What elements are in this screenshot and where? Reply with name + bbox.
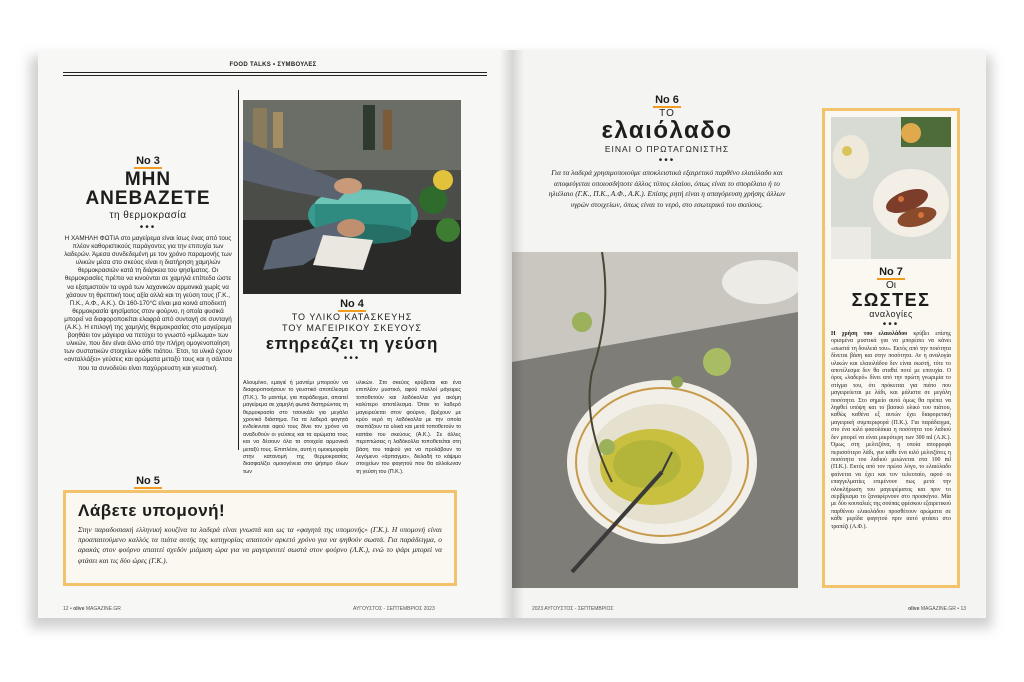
left-page — [38, 50, 512, 618]
right-page — [512, 50, 986, 618]
tip7-dots: ••• — [882, 319, 900, 330]
right-footer-date: 2023 ΑΥΓΟΥΣΤΟΣ - ΣΕΠΤΕΜΒΡΙΟΣ — [532, 606, 614, 612]
right-footer: olive MAGAZINE.GR • 13 — [908, 606, 966, 612]
tip5-box — [63, 490, 457, 586]
tip4-col1: Αλουμίνιο, εμαγιέ ή μαντέμι μπορούν να διαφοροποιήσουν το γευστικό αποτέλεσμα (Π.Κ.). Το μαντέμι, για παράδειγμα, απαιτεί μαγείρεμα σε χαμηλή φωτιά διατηρώντας τη θερμοκρασία στο τσουκάλι για μεγάλο χρονικό διάστημα. Για τα λαδερά φαγητά ενδείκνυται αφού τους δίνει τον χρόνο να αναδυθούν οι γεύσεις και τα αρώματα τους και να δέσουν όλα τα στοιχεία αρμονικά μεταξύ τους. Επιπλέον, αυτή η ομοιομορφία στην κατανομή της θερμοκρασίας διασφαλίζει ομοιογένεια στο ψήσιμο όλων των — [243, 380, 348, 475]
section-header: FOOD TALKS • ΣΥΜΒΟΥΛΕΣ — [229, 62, 317, 68]
tip6-title-big: ελαιόλαδο — [601, 117, 733, 144]
tip3-title-line1: ΜΗΝ — [124, 169, 172, 190]
top-rule-2 — [63, 75, 487, 76]
tip7-number: No 7 — [879, 266, 903, 278]
tip6-text: Για τα λαδερά χρησιμοποιούμε αποκλειστικά εξαιρετικό παρθένο ελαιόλαδο και αποφεύγεται οποιοσδήποτε άλλος τύπος ελαίου, όπως είναι το σπορέλαιο ή το ηλιέλαιο (Γ.Κ., Π.Κ., Α.Φ., Α.Κ.). Επίσης ρητή είναι η απαγόρευση χρήσης άλλων υγρών στοιχείων, όπως είναι το νερό, στο εσωτερικό του σκεύους. — [548, 168, 786, 209]
tip6-title-small: ΤΟ — [659, 108, 675, 119]
tip4-number: No 4 — [340, 298, 364, 310]
stuffed-eggplant-illustration — [831, 117, 951, 259]
tip3-block — [63, 155, 233, 373]
tip7-subtitle: αναλογίες — [869, 309, 913, 319]
left-footer: 12 • olive MAGAZINE.GR — [63, 606, 121, 612]
top-rule — [63, 72, 487, 73]
tip6-dots: ••• — [658, 155, 676, 166]
tip5-text: Στην παραδοσιακή ελληνική κουζίνα τα λαδερά είναι γνωστά και ως τα «φαγητά της υπομονής» (Γ.Κ.). Η υπομονή είναι προαπαιτούμενο καλλός τα πιάτα αυτής της κατηγορίας απαιτούν αρκετό χρόνο για να ψηθούν σωστά. Για παράδειγμα, ο αρακάς στον φούρνο απαιτεί σχεδόν μιάμιση ώρα για να μαγειρευτεί σωστά στον φούρνο (Λ.Κ.), ενώ το ψάρι μπορεί να φτάσει και τις δύο ώρες (Γ.Κ.). — [78, 525, 442, 565]
right-page-number: 13 — [960, 606, 966, 612]
left-footer-date: ΑΥΓΟΥΣΤΟΣ - ΣΕΠΤΕΜΒΡΙΟΣ 2023 — [353, 606, 435, 612]
spine-gutter — [500, 50, 524, 618]
tip6-block — [532, 94, 802, 210]
right-mag: MAGAZINE.GR — [920, 606, 956, 612]
tip7-title-small: Οι — [886, 280, 896, 291]
column-divider — [238, 90, 239, 450]
tip4-subtitle: επηρεάζει τη γεύση — [265, 334, 439, 353]
tip3-title-line2: ΑΝΕΒΑΖΕΤΕ — [85, 188, 211, 209]
tip7-body — [825, 331, 957, 531]
left-brand: olive — [73, 606, 85, 612]
tip7-lead: Η χρήση του ελαιολάδου — [831, 331, 908, 337]
tip3-number: No 3 — [136, 155, 160, 167]
tip4-title-line1: ΤΟ ΥΛΙΚΟ ΚΑΤΑΣΚΕΥΗΣ — [291, 312, 413, 322]
tip5-number: No 5 — [136, 475, 160, 487]
kitchen-pot-illustration — [243, 100, 461, 294]
olive-oil-plate-photo — [512, 252, 798, 588]
tip7-title-big: ΣΩΣΤΕΣ — [851, 290, 931, 310]
tip7-box — [822, 108, 960, 588]
tip3-subtitle: τη θερμοκρασία — [109, 210, 187, 221]
tip7-text: κρύβει επίσης ορισμένα μυστικά για να μπορέσει να κάνει «σωστά τη δουλειά του». Εκτός από την ποιότητα δίνεται βάση και στην ποσότητα. Αν η αναλογία υλικών και ελαιολάδου δεν είναι σωστή, τότε το αποτέλεσμα δεν θα σταθεί ποτέ με επιτυχία. Ο όρος «λαδερό» δίνει από την πρώτη γνωριμία το στίγμα του, ότι πρόκειται για πιάτο που μαγειρεύεται με λάδι, και μάλιστα σε μεγάλη ποσότητα. Στο σημείο αυτό όμως θα πρέπει να ληφθεί υπόψη και το βασικό υλικό του πιάτου, καθώς καθένα εξ αυτών έχει διαφορετική μαγειρική συμπεριφορά (Π.Κ.). Για παράδειγμα, στο ένα κιλό φασολάκια η ποσότητα του λαδιού δεν μπορεί να είναι μικρότερη των 300 ml (Α.Κ.). Όμως στη μελιτζάνα, η οποία απορροφά περισσότερο λάδι, για κάθε ένα κιλό μελιτζάνες η ποσότητα του λαδιού μειώνεται στα 100 ml (Π.Κ.). Εκτός από τον πρώτο λόγο, το ελαιόλαδο φαίνεται να έχει και τον τελευταίο, αφού οι επαγγελματίες επιμένουν πως μετά την ολοκλήρωση του μαγειρέματος και πριν το σερβίρισμα το ξαναφέρνουν στο προσκήνιο. Μία με δύο κουταλιές της σούπας φρέσκου εξαιρετικού παρθένου ελαιολάδου προσθέτουν αρώματα σε κάθε μερίδα φαγητού πριν αυτό φτάσει στο τραπέζι (Α.Φ.). — [831, 331, 951, 530]
tip4-block — [243, 298, 461, 367]
stuffed-eggplant-photo — [831, 117, 951, 259]
tip6-subtitle: ΕΙΝΑΙ Ο ΠΡΩΤΑΓΩΝΙΣΤΗΣ — [604, 144, 730, 154]
tip4-title-line2: ΤΟΥ ΜΑΓΕΙΡΙΚΟΥ ΣΚΕΥΟΥΣ — [282, 323, 422, 333]
tip3-text: Η ΧΑΜΗΛΗ ΦΩΤΙΑ στο μαγείρεμα είναι ίσως ένας από τους πλέον καθοριστικούς παράγοντες για την επιτυχία των λαδερών. Άμεσα συνδεδεμένη με τον χρόνο παραμονής των υλικών μέσα στο σκεύος είναι η διατήρηση χαμηλών θερμοκρασιών κατά τη διάρκεια του ψησίματος. Οι θερμοκρασίες πρέπει να κινούνται σε χαμηλά επίπεδα ώστε να εξατμιστούν τα υγρά των λαχανικών αρμονικά χωρίς να χάσουν τη θρεπτική τους αξία αλλά και τη γεύση τους (Γ.Κ., Π.Κ., Α.Φ., Α.Κ.). Οι 160-170°C είναι μια κοινά αποδεκτή θερμοκρασία ψησίματος στον φούρνο, η οποία φυσικά μπορεί να διαφοροποιείται ελαφρά από συνταγή σε συνταγή (Α.Κ.). Η επιλογή της χαμηλής θερμοκρασίας στο μαγείρεμα βοηθάει τον μάγειρα να πετύχει το γνωστό «μέλωμα» των υλικών, που δεν είναι άλλο από την πλήρη ομογενοποίηση των συστατικών στοιχείων κάθε πιάτου. Έτσι, τα υλικά έχουν «ανταλλάξει» γεύσεις και αρώματα μεταξύ τους και η σάλτσα που τα συνοδεύει είναι παχύρρευστη και γευστική. — [63, 235, 233, 372]
kitchen-pot-photo — [243, 100, 461, 294]
tip6-number: No 6 — [655, 94, 679, 106]
tip3-dots: ••• — [139, 222, 157, 233]
left-mag: MAGAZINE.GR — [85, 606, 121, 612]
olive-oil-plate-illustration — [512, 252, 798, 588]
tip4-dots: ••• — [343, 353, 361, 364]
tip4-col2: υλικών. Στο σκεύος κρύβεται και ένα επιπλέον μυστικό, αφού πολλοί μάγειρες τοποθετούν και λαδόκολλα για ακόμη καλύτερο αποτέλεσμα. Όταν το λαδερό μαγειρεύεται στον φούρνο, βρέχουν με κρύο νερό τη λαδόκολλα με την οποία σκεπάζουν τα υλικά και μετά τοποθετούν το καπάκι του σκεύους (Α.Κ.). Σε άλλες περιπτώσεις η λαδόκολλα τοποθετείται στη βάση του ταψιού για να προλάβουν το λεγόμενο «άρπαγμα», διελαδή το κάψιμο στοιχείων του φαγητού που θα αλλοίωναν τη γεύση του (Π.Κ.). — [356, 380, 461, 475]
left-page-number: 12 — [63, 606, 69, 612]
tip5-title: Λάβετε υπομονή! — [78, 501, 226, 520]
right-brand: olive — [908, 606, 920, 612]
